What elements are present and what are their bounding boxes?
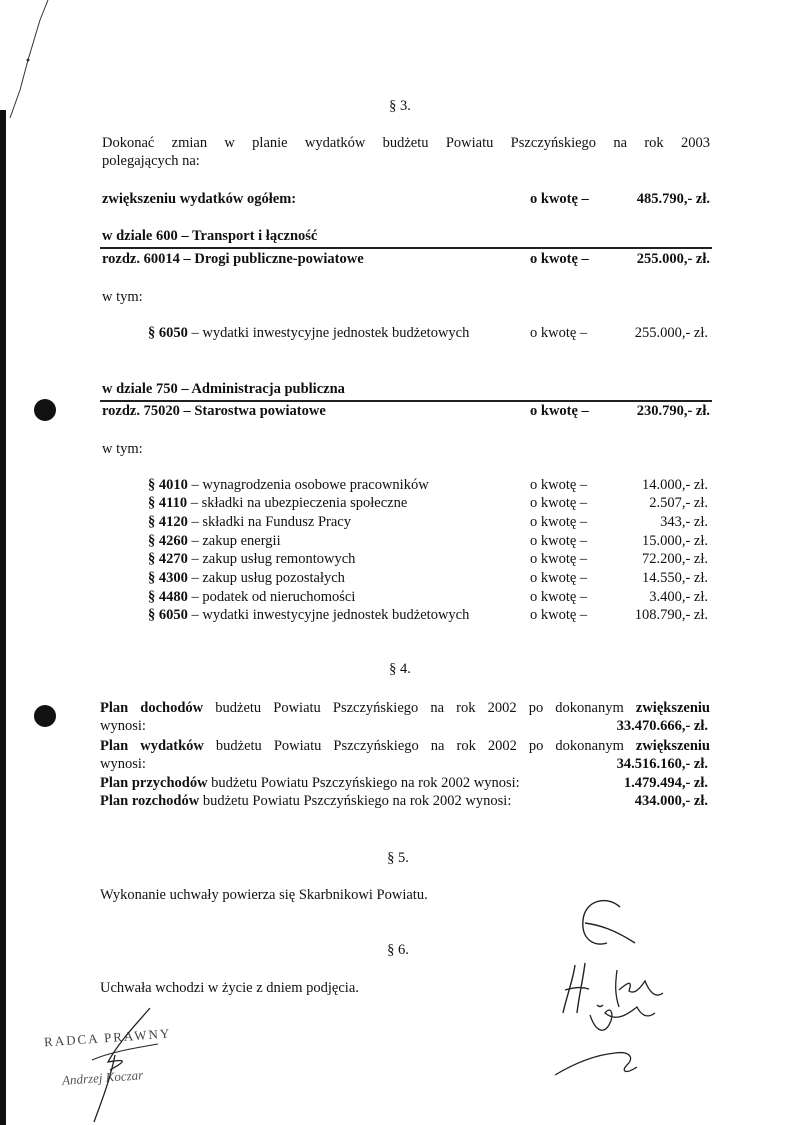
item-amount: 2.507,- zł.: [649, 495, 708, 511]
item-kwota: o kwotę –: [530, 589, 588, 605]
item-desc: – składki na ubezpieczenia społeczne: [187, 495, 408, 511]
item-desc: – wydatki inwestycyjne jednostek budżetowych: [187, 325, 470, 341]
section-5-heading: § 5.: [387, 850, 409, 866]
plan-dochodow-wynosi: wynosi:: [100, 718, 146, 734]
item-code: § 4480: [148, 589, 188, 605]
stamp-paraph-signature: [80, 1000, 180, 1125]
plan-przychodow-amount: 1.479.494,- zł.: [623, 775, 708, 791]
plan-wydatkow-amount: 34.516.160,- zł.: [616, 756, 708, 772]
total-increase-kwota: o kwotę –: [530, 191, 589, 207]
item-desc: – zakup usług pozostałych: [187, 570, 345, 586]
item-amount: 108.790,- zł.: [634, 607, 708, 623]
plan-rozchodow-amount: 434.000,- zł.: [634, 793, 708, 809]
plan-wydatkow-zwiekszeniu: zwiększeniu: [635, 738, 710, 754]
item-kwota: o kwotę –: [530, 607, 588, 623]
section-6-heading: § 6.: [387, 942, 409, 958]
item-desc: – zakup usług remontowych: [187, 551, 356, 567]
punch-hole-lower: [34, 705, 56, 727]
dzial-600-wtym: w tym:: [102, 289, 143, 305]
item-code: § 4010: [148, 477, 188, 493]
section-3-intro-line1: Dokonać zmian w planie wydatków budżetu Powiatu Pszczyńskiego na rok 2003: [102, 135, 710, 151]
scan-left-edge: [0, 110, 6, 1125]
dzial-750-item-row: [148, 607, 469, 624]
item-kwota: o kwotę –: [530, 570, 588, 586]
item-desc: – podatek od nieruchomości: [187, 589, 356, 605]
rozdz-75020-amount: 230.790,- zł.: [636, 403, 710, 419]
dzial-750-item-row: [148, 477, 429, 494]
dzial-600-item-amount: 255.000,- zł.: [634, 325, 708, 341]
dzial-750-item-row: [148, 570, 345, 587]
section-6-text: Uchwała wchodzi w życie z dniem podjęcia.: [100, 980, 359, 996]
total-increase-label: zwiększeniu wydatków ogółem:: [102, 191, 297, 207]
item-kwota: o kwotę –: [530, 495, 588, 511]
dzial-750-title: w dziale 750 – Administracja publiczna: [102, 381, 345, 397]
section-5-text: Wykonanie uchwały powierza się Skarbnikowi Powiatu.: [100, 887, 428, 903]
item-desc: – zakup energii: [187, 533, 281, 549]
item-code: § 4300: [148, 570, 188, 586]
plan-dochodow-line: [100, 700, 710, 717]
item-desc: – składki na Fundusz Pracy: [187, 514, 351, 530]
plan-dochodow-bold: Plan dochodów: [100, 700, 204, 716]
dzial-750-rule: [100, 400, 712, 402]
plan-dochodow-text: budżetu Powiatu Pszczyńskiego na rok 2002 po dokonanym: [203, 700, 636, 716]
dzial-750-wtym: w tym:: [102, 441, 143, 457]
plan-przychodow-text: budżetu Powiatu Pszczyńskiego na rok 2002 wynosi:: [207, 775, 520, 791]
item-code: § 6050: [148, 325, 188, 341]
stamp-radca-prawny: RADCA PRAWNY: [43, 1025, 172, 1050]
total-increase-amount: 485.790,- zł.: [636, 191, 710, 207]
item-kwota: o kwotę –: [530, 514, 588, 530]
plan-przychodow-bold: Plan przychodów: [100, 775, 208, 791]
section-3-intro-line2: polegających na:: [102, 153, 200, 169]
item-kwota: o kwotę –: [530, 533, 588, 549]
item-amount: 14.000,- zł.: [641, 477, 708, 493]
dzial-600-rule: [100, 247, 712, 249]
item-amount: 14.550,- zł.: [641, 570, 708, 586]
item-amount: 72.200,- zł.: [641, 551, 708, 567]
plan-rozchodow-line: [100, 793, 511, 810]
rozdz-60014-kwota: o kwotę –: [530, 251, 589, 267]
item-code: § 6050: [148, 607, 188, 623]
item-amount: 15.000,- zł.: [641, 533, 708, 549]
dzial-750-item-row: [148, 551, 355, 568]
item-code: § 4120: [148, 514, 188, 530]
dzial-600-title: w dziale 600 – Transport i łączność: [102, 228, 318, 244]
plan-dochodow-zwiekszeniu: zwiększeniu: [635, 700, 710, 716]
item-desc: – wydatki inwestycyjne jednostek budżetowych: [187, 607, 470, 623]
rozdz-75020-label: rozdz. 75020 – Starostwa powiatowe: [102, 403, 326, 419]
rozdz-75020-kwota: o kwotę –: [530, 403, 589, 419]
dzial-750-item-row: [148, 533, 281, 550]
item-code: § 4270: [148, 551, 188, 567]
handwritten-signatures: [545, 895, 695, 1100]
dzial-750-item-row: [148, 589, 355, 606]
rozdz-60014-label: rozdz. 60014 – Drogi publiczne-powiatowe: [102, 251, 364, 267]
item-kwota: o kwotę –: [530, 551, 588, 567]
stamp-name: Andrzej Koczar: [61, 1067, 144, 1088]
item-amount: 343,- zł.: [660, 514, 708, 530]
item-kwota: o kwotę –: [530, 477, 588, 493]
item-desc: – wynagrodzenia osobowe pracowników: [187, 477, 429, 493]
section-4-heading: § 4.: [389, 661, 411, 677]
plan-wydatkow-text: budżetu Powiatu Pszczyńskiego na rok 2002 po dokonanym: [203, 738, 636, 754]
dzial-750-item-row: [148, 495, 407, 512]
plan-rozchodow-bold: Plan rozchodów: [100, 793, 200, 809]
plan-przychodow-line: [100, 775, 520, 792]
scan-corner-line: [0, 0, 50, 120]
plan-wydatkow-line: [100, 738, 710, 755]
plan-wydatkow-wynosi: wynosi:: [100, 756, 146, 772]
rozdz-60014-amount: 255.000,- zł.: [636, 251, 710, 267]
item-amount: 3.400,- zł.: [649, 589, 708, 605]
dzial-600-item-row: [148, 325, 469, 342]
plan-rozchodow-text: budżetu Powiatu Pszczyńskiego na rok 2002 wynosi:: [199, 793, 512, 809]
dzial-750-item-row: [148, 514, 351, 531]
section-3-heading: § 3.: [389, 98, 411, 114]
plan-wydatkow-bold: Plan wydatków: [100, 738, 204, 754]
punch-hole-upper: [34, 399, 56, 421]
item-code: § 4260: [148, 533, 188, 549]
dzial-600-item-kwota: o kwotę –: [530, 325, 588, 341]
plan-dochodow-amount: 33.470.666,- zł.: [616, 718, 708, 734]
item-code: § 4110: [148, 495, 188, 511]
